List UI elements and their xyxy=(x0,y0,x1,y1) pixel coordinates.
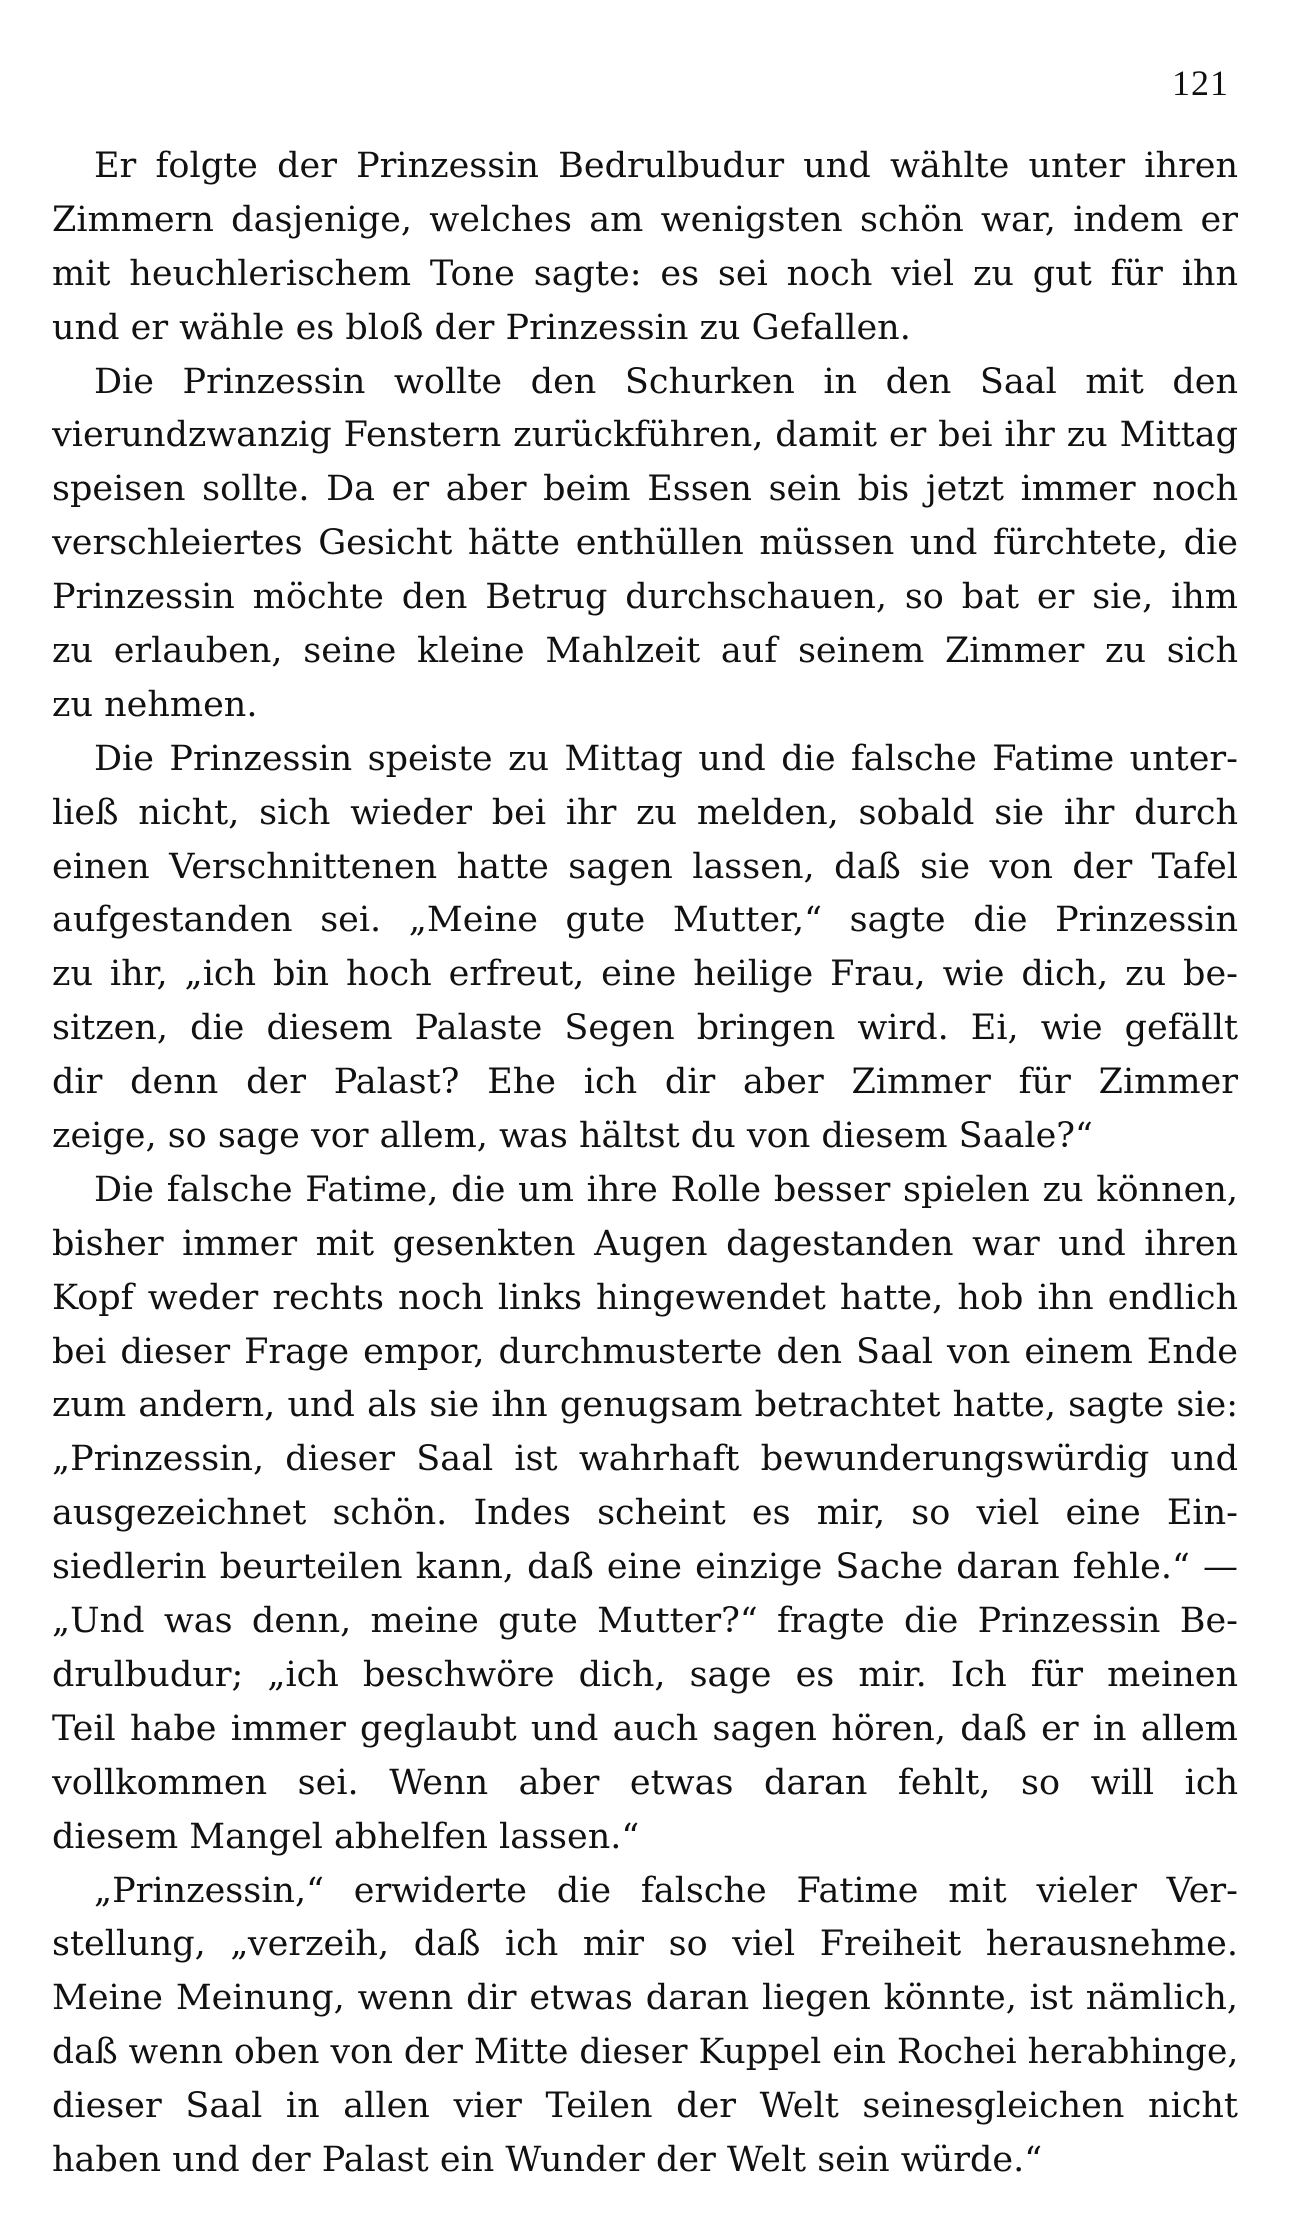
text-line: drulbudur; „ich beschwöre dich, sage es mir. Ich für meinen xyxy=(52,1654,1238,1695)
text-line: dir denn der Palast? Ehe ich dir aber Zimmer für Zimmer xyxy=(52,1062,1238,1103)
text-line: Meine Meinung, wenn dir etwas daran liegen könnte, ist nämlich, xyxy=(52,1978,1238,2019)
text-line: haben und der Palast ein Wunder der Welt sein würde.“ xyxy=(52,2139,1043,2180)
text-line: Prinzessin möchte den Betrug durchschauen, so bat er sie, ihm xyxy=(52,577,1238,618)
text-line: zum andern, und als sie ihn genugsam betrachtet hatte, sagte sie: xyxy=(52,1385,1238,1426)
text-line: ausgezeichnet schön. Indes scheint es mir, so viel eine Ein- xyxy=(52,1493,1238,1534)
text-line: vierundzwanzig Fenstern zurückführen, damit er bei ihr zu Mittag xyxy=(52,415,1238,456)
text-line: und er wähle es bloß der Prinzessin zu Gefallen. xyxy=(52,307,911,348)
text-line: siedlerin beurteilen kann, daß eine einzige Sache daran fehle.“ — xyxy=(52,1547,1238,1588)
text-line: stellung, „verzeih, daß ich mir so viel Freiheit herausnehme. xyxy=(52,1924,1238,1965)
text-line: „Und was denn, meine gute Mutter?“ fragte die Prinzessin Be- xyxy=(52,1601,1238,1642)
text-line: Zimmern dasjenige, welches am wenigsten schön war, indem er xyxy=(52,199,1238,240)
text-line: zu ihr, „ich bin hoch erfreut, eine heilige Frau, wie dich, zu be- xyxy=(52,954,1238,995)
text-line: Die falsche Fatime, die um ihre Rolle besser spielen zu können, xyxy=(94,1169,1238,1210)
text-line: Die Prinzessin speiste zu Mittag und die falsche Fatime unter- xyxy=(94,738,1238,779)
text-line: ließ nicht, sich wieder bei ihr zu melden, sobald sie ihr durch xyxy=(52,792,1238,833)
text-line: „Prinzessin,“ erwiderte die falsche Fatime mit vieler Ver- xyxy=(94,1870,1238,1911)
text-line: dieser Saal in allen vier Teilen der Welt seinesgleichen nicht xyxy=(52,2086,1238,2127)
text-line: einen Verschnittenen hatte sagen lassen, daß sie von der Tafel xyxy=(52,846,1238,887)
text-line: Kopf weder rechts noch links hingewendet hatte, hob ihn endlich xyxy=(52,1277,1238,1318)
text-line: Die Prinzessin wollte den Schurken in den Saal mit den xyxy=(94,361,1238,402)
text-line: bisher immer mit gesenkten Augen dagestanden war und ihren xyxy=(52,1223,1238,1264)
text-line: daß wenn oben von der Mitte dieser Kuppel ein Rochei herabhinge, xyxy=(52,2032,1238,2073)
text-line: speisen sollte. Da er aber beim Essen sein bis jetzt immer noch xyxy=(52,469,1238,510)
text-line: zeige, so sage vor allem, was hältst du von diesem Saale?“ xyxy=(52,1116,1093,1157)
text-line: „Prinzessin, dieser Saal ist wahrhaft bewunderungswürdig und xyxy=(52,1439,1238,1480)
text-line: bei dieser Frage empor, durchmusterte den Saal von einem Ende xyxy=(52,1331,1238,1372)
text-line: sitzen, die diesem Palaste Segen bringen wird. Ei, wie gefällt xyxy=(52,1008,1238,1049)
page-number: 121 xyxy=(1172,63,1229,103)
text-line: zu erlauben, seine kleine Mahlzeit auf seinem Zimmer zu sich xyxy=(52,631,1238,672)
body-text xyxy=(52,140,1238,2188)
text-line: Teil habe immer geglaubt und auch sagen hören, daß er in allem xyxy=(52,1708,1238,1749)
text-line: verschleiertes Gesicht hätte enthüllen müssen und fürchtete, die xyxy=(52,523,1238,564)
text-line: diesem Mangel abhelfen lassen.“ xyxy=(52,1816,640,1857)
text-line: vollkommen sei. Wenn aber etwas daran fehlt, so will ich xyxy=(52,1762,1238,1803)
text-line: aufgestanden sei. „Meine gute Mutter,“ sagte die Prinzessin xyxy=(52,900,1238,941)
text-line: Er folgte der Prinzessin Bedrulbudur und wählte unter ihren xyxy=(94,146,1238,186)
text-line: zu nehmen. xyxy=(52,684,258,725)
text-line: mit heuchlerischem Tone sagte: es sei noch viel zu gut für ihn xyxy=(52,253,1238,294)
